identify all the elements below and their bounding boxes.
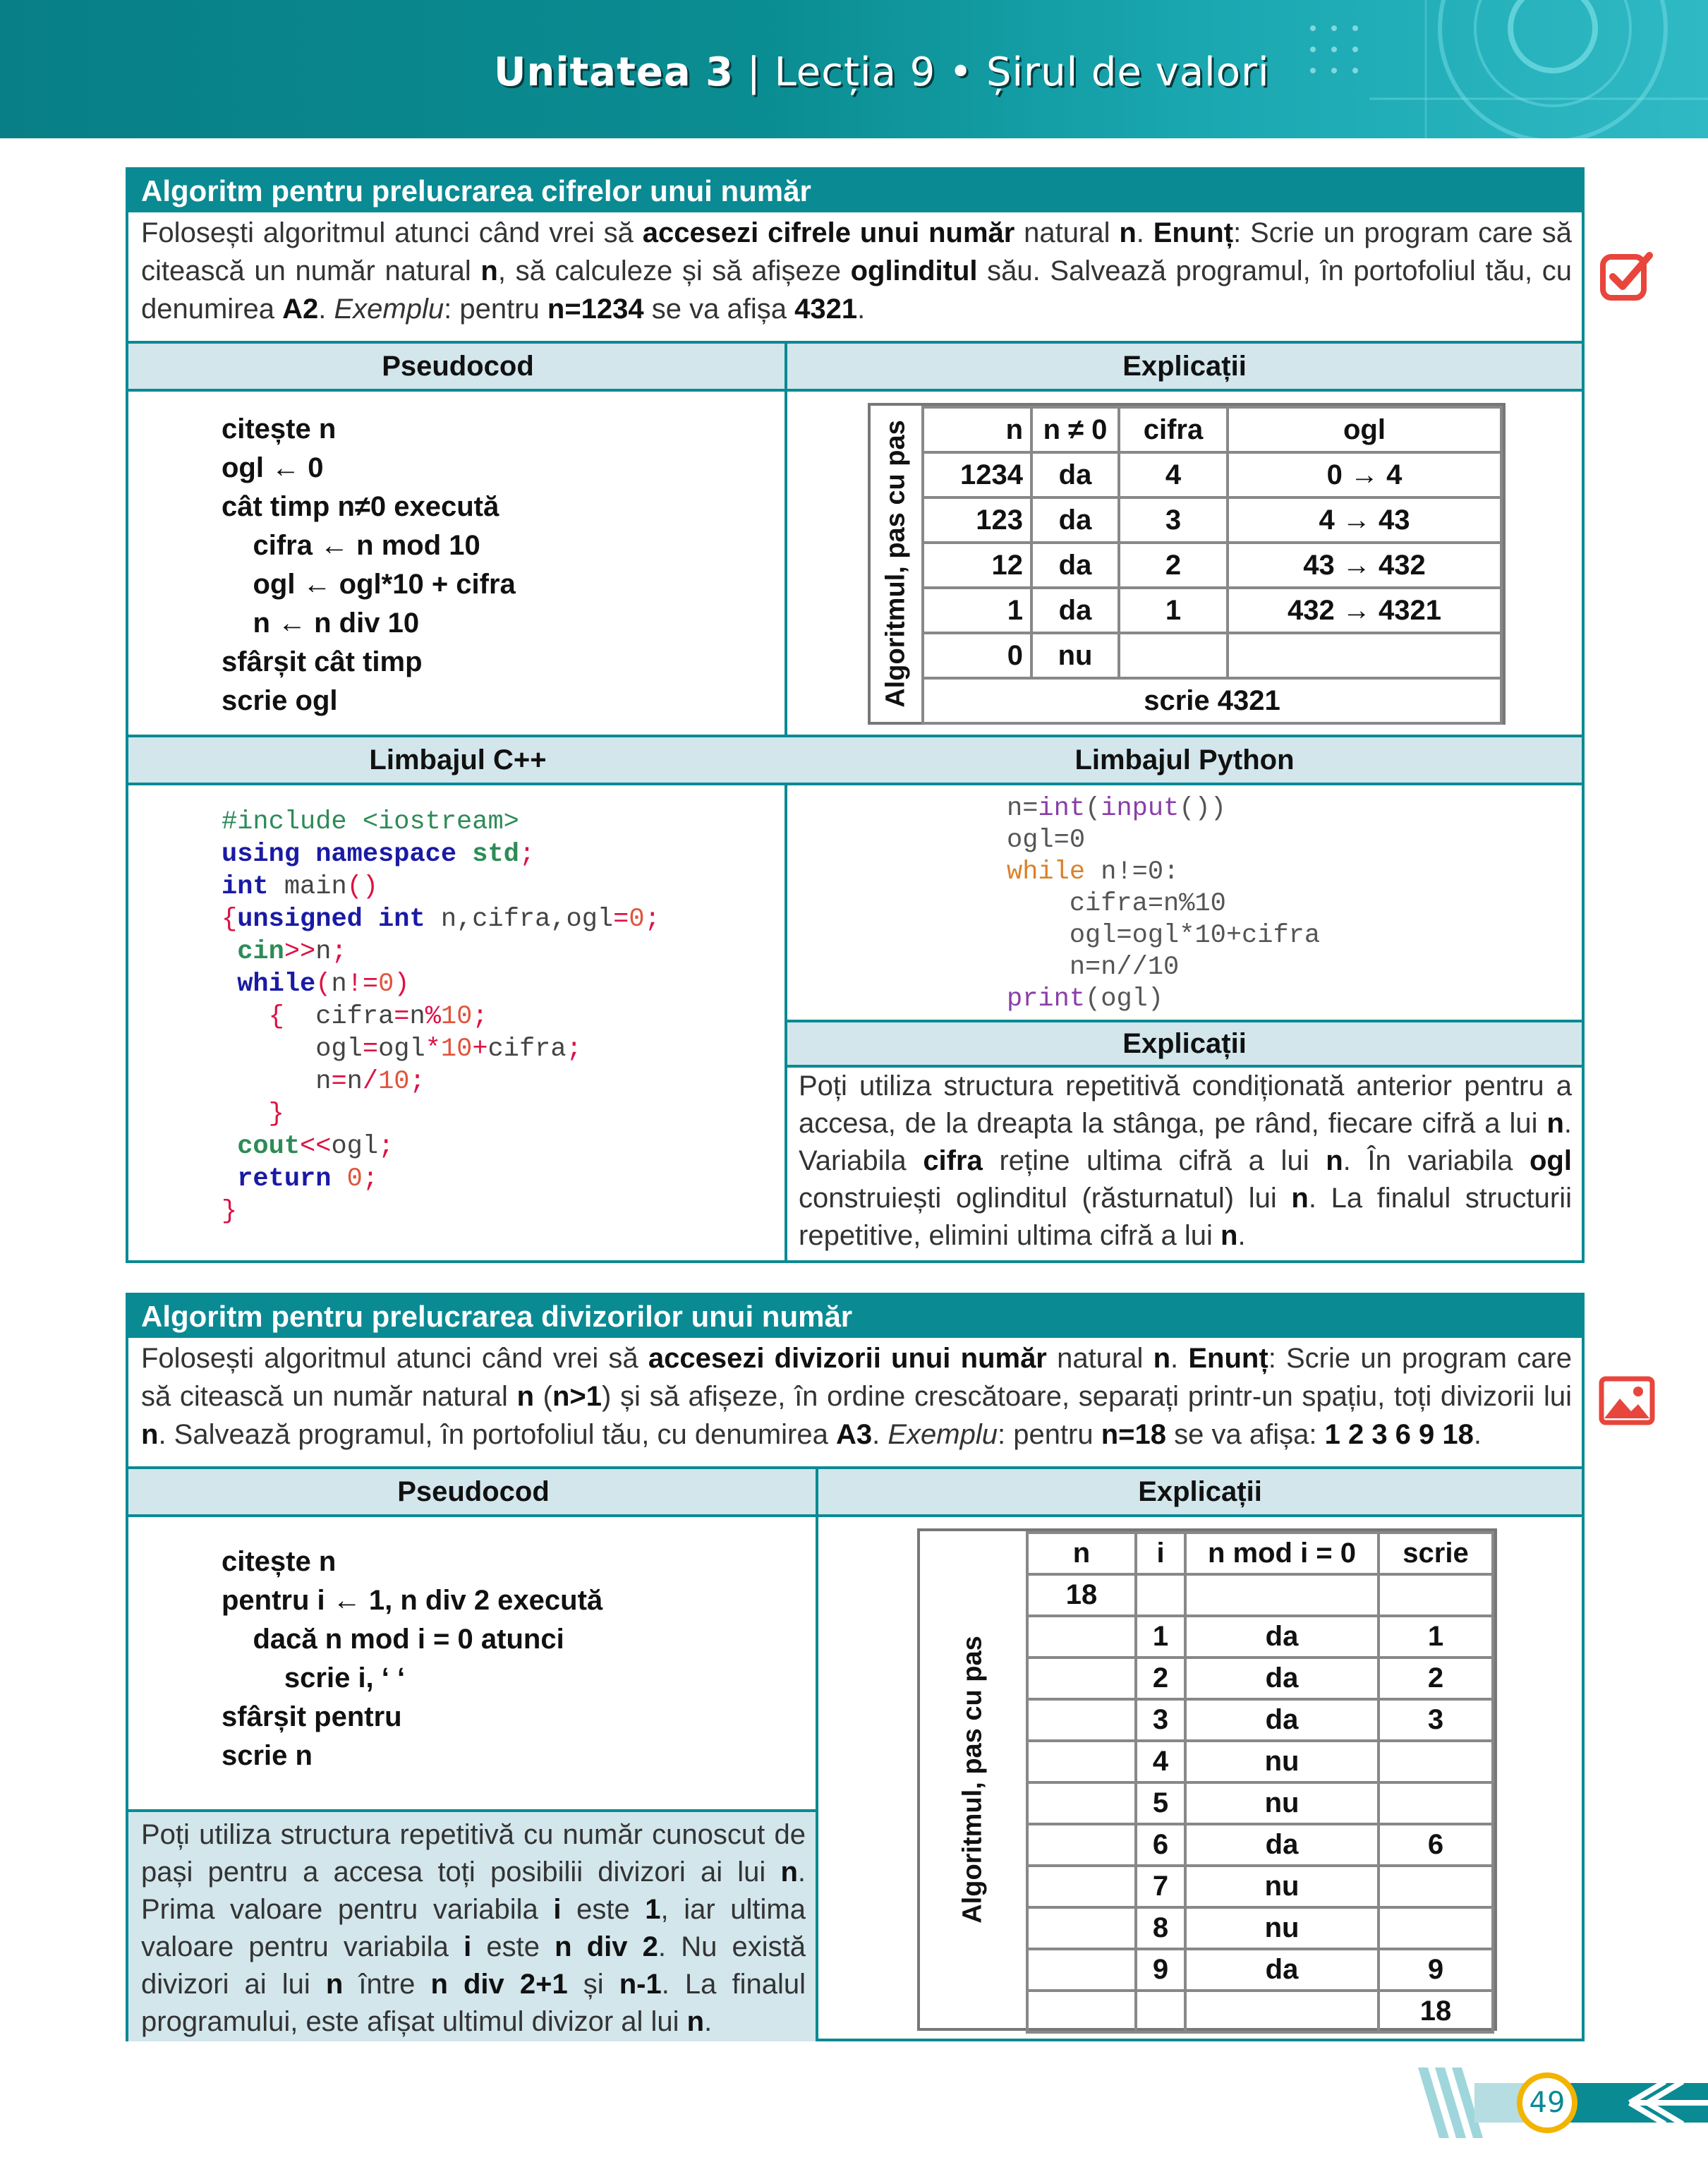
section-divisors [126,1293,1585,2041]
trace-label: Algoritmul, pas cu pas [871,406,924,722]
table-row: 9 da 9 [1027,1949,1493,1991]
table-row: 7 nu [1027,1866,1493,1907]
trace-label: Algoritmul, pas cu pas [920,1531,1029,2028]
cpp-code: #include <iostream> using namespace std; int main() {unsigned int n,cifra,ogl=0; cin>>n; while(n!=0) { cifra=n%10; ogl=ogl*10+cifra; n=n/10; } cout<<ogl; return 0; } [222,807,660,1226]
section-description: Folosești algoritmul atunci când vrei să accesezi cifrele unui număr natural n. Enunț: Scrie un program care să citească un număr natural n, să calculeze și să afișeze oglinditul său. Salvează programul, în portofoliul tău, cu denumirea A2. Exemplu: pentru n=1234 se va afișa 4321. [141,217,1573,325]
section-description: Folosești algoritmul atunci când vrei să accesezi divizorii unui număr natural n. Enunț: Scrie un program care să citească un număr natural n (n>1) și să afișeze, în ordine crescătoare, separați printr-un spațiu, toți divizorii lui n. Salvează programul, în portofoliul tău, cu denumirea A3. Exemplu: pentru n=18 se va afișa: 1 2 3 6 9 18. [141,1343,1573,1450]
page-number: 49 [1517,2072,1577,2133]
explanations-header-2: Explicații [787,1020,1582,1068]
divisor-explanation: Poți utiliza structura repetitivă cu număr cunoscut de pași pentru a accesa toți posibilii divizori ai lui n. Prima valoare pentru variabila i este 1, iar ultima valoare pentru variabila i este n div 2. Nu există divizori ai lui n între n div 2+1 și n-1. La finalul programului, este afișat ultimul divizor al lui n. [141,1819,806,2037]
pseudocode-block: citește n ogl ← 0 cât timp n≠0 execută cifra ← n mod 10 ogl ← ogl*10 + cifra n ← n div 10 sfârșit cât timp scrie ogl [222,414,516,716]
table-row: 123 da 3 4 → 43 [923,497,1501,543]
image-icon [1599,1376,1655,1425]
trace-grid [1026,1531,1494,2034]
section-title: Algoritm pentru prelucrarea divizorilor unui număr [128,1296,1582,1338]
pseudocode-header: Pseudocod [128,341,787,392]
trace-output-row: scrie 4321 [923,678,1501,723]
python-explanation: Poți utiliza structura repetitivă condiționată anterior pentru a accesa, de la dreapta la stânga, pe rând, fiecare cifră a lui n. Variabila cifra reține ultima cifră a lui n. În variabila ogl construiești oglinditul (răsturnatul) lui n. La finalul structurii repetitive, elimini ultima cifră a lui n. [799,1070,1573,1251]
table-row: 0 nu [923,633,1501,678]
table-row: 8 nu [1027,1907,1493,1949]
table-row: 5 nu [1027,1782,1493,1824]
column-divider [785,341,787,1263]
table-row: 2 da 2 [1027,1658,1493,1699]
table-row: 6 da 6 [1027,1824,1493,1866]
trace-header: scrie [1379,1533,1493,1574]
table-row: 18 [1027,1574,1493,1616]
cpp-header: Limbajul C++ [128,735,787,785]
page-header [0,0,1708,138]
column-divider [816,1466,818,2041]
pseudocode-header: Pseudocod [128,1466,818,1517]
lesson-label: Lecția 9 • Șirul de valori [774,49,1270,95]
table-row: 1 da 1 [1027,1616,1493,1658]
python-code: n=int(input()) ogl=0 while n!=0: cifra=n%10 ogl=ogl*10+cifra n=n//10 print(ogl) [1007,794,1321,1014]
trace-table [917,1528,1497,2031]
title-separator: | [746,49,761,95]
python-header: Limbajul Python [787,735,1582,785]
section-digits [126,167,1585,1263]
trace-table [868,403,1506,725]
explanations-header: Explicații [818,1466,1582,1517]
table-row: 12 da 2 43 → 432 [923,543,1501,588]
table-row: 1234 da 4 0 → 4 [923,452,1501,497]
page-title [494,49,1270,95]
trace-header: n [1027,1533,1136,1574]
trace-header: ogl [1228,407,1501,452]
trace-header: n [923,407,1031,452]
table-row: 1 da 1 432 → 4321 [923,588,1501,633]
table-row: 4 nu [1027,1741,1493,1782]
explanations-header: Explicații [787,341,1582,392]
table-row: 18 [1027,1991,1493,2032]
unit-label: Unitatea 3 [494,49,734,95]
trace-grid [921,406,1503,725]
circuit-decoration [1271,0,1708,138]
checkbox-check-icon [1599,250,1654,305]
table-row: 3 da 3 [1027,1699,1493,1741]
trace-header: cifra [1119,407,1228,452]
pseudocode-block: citește n pentru i ← 1, n div 2 execută dacă n mod i = 0 atunci scrie i, ‘ ‘ sfârșit pentru scrie n [222,1546,603,1771]
trace-header: n mod i = 0 [1185,1533,1379,1574]
trace-header: n ≠ 0 [1031,407,1119,452]
trace-header: i [1136,1533,1185,1574]
section-title: Algoritm pentru prelucrarea cifrelor unui număr [128,170,1582,212]
